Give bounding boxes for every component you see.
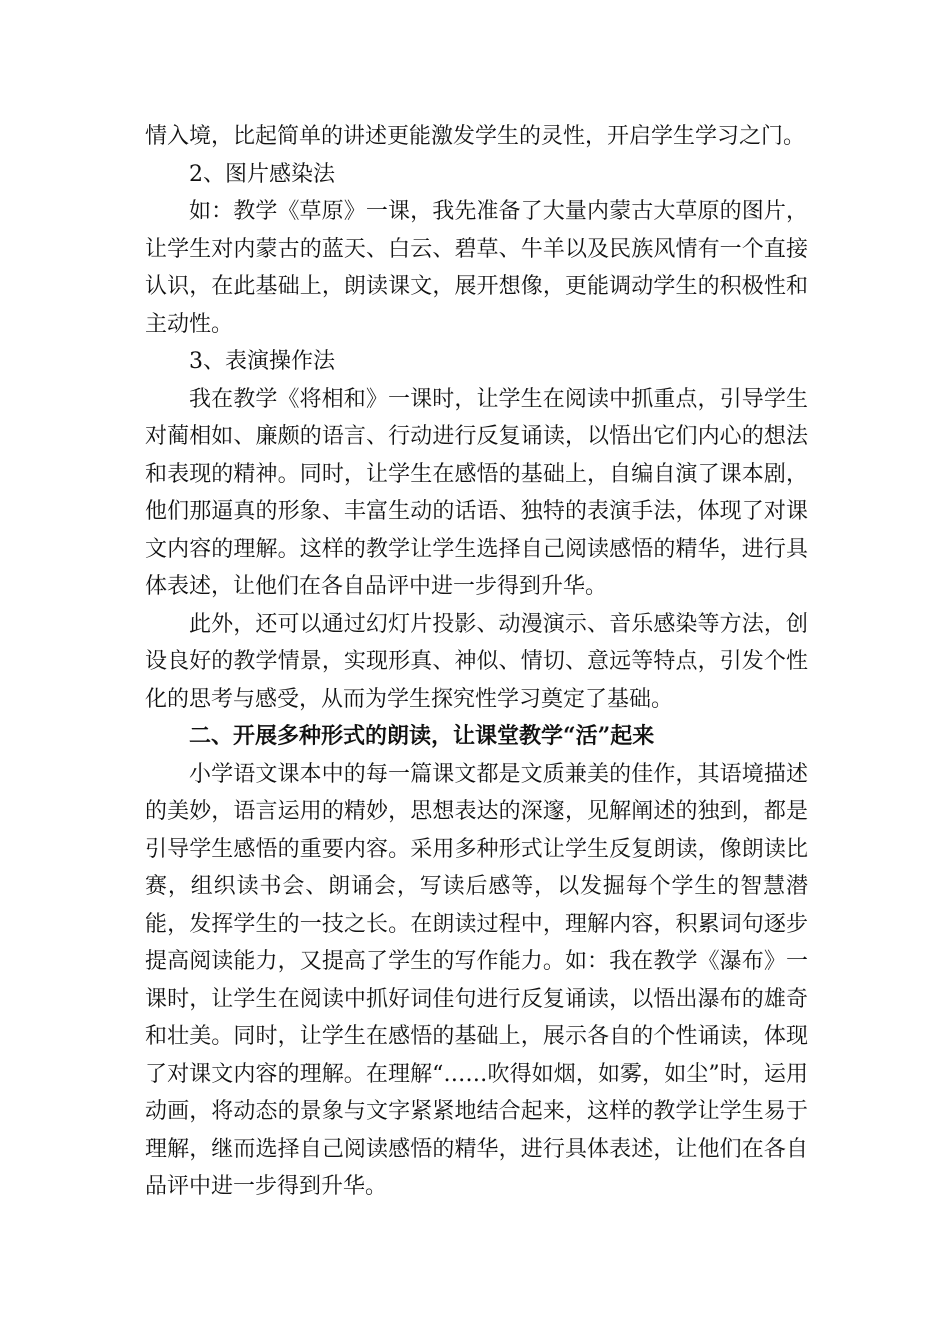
paragraph-reading-forms: 小学语文课本中的每一篇课文都是文质兼美的佳作，其语境描述的美妙，语言运用的精妙，思想表达的深邃，见解阐述的独到，都是引导学生感悟的重要内容。采用多种形式让学生反复朗读，像朗读比赛，组织读书会、朗诵会，写读后感等，以发掘每个学生的智慧潜能，发挥学生的一技之长。在朗读过程中，理解内容，积累词句逐步提高阅读能力，又提高了学生的写作能力。如：我在教学《瀑布》一课时，让学生在阅读中抓好词佳句进行反复诵读，以悟出瀑布的雄奇和壮美。同时，让学生在感悟的基础上，展示各自的个性诵读，体现了对课文内容的理解。在理解“……吹得如烟，如雾，如尘”时，运用动画，将动态的景象与文字紧紧地结合起来，这样的教学让学生易于理解，继而选择自己阅读感悟的精华，进行具体表述，让他们在各自品评中进一步得到升华。	[145, 761, 808, 1199]
section-heading-reading: 二、开展多种形式的朗读，让课堂教学“活”起来	[189, 723, 655, 749]
subheading-performance-method: 3、表演操作法	[189, 349, 335, 374]
subheading-picture-method: 2、图片感染法	[189, 161, 335, 187]
document-body	[145, 118, 808, 1206]
paragraph-other-methods: 此外，还可以通过幻灯片投影、动漫演示、音乐感染等方法，创设良好的教学情景，实现形真、神似、情切、意远等特点，引发个性化的思考与感受，从而为学生探究性学习奠定了基础。	[145, 611, 808, 712]
paragraph-jiangxianghe-example: 我在教学《将相和》一课时，让学生在阅读中抓重点，引导学生对蔺相如、廉颇的语言、行动进行反复诵读，以悟出它们内心的想法和表现的精神。同时，让学生在感悟的基础上，自编自演了课本剧，他们那逼真的形象、丰富生动的话语、独特的表演手法，体现了对课文内容的理解。这样的教学让学生选择自己阅读感悟的精华，进行具体表述，让他们在各自品评中进一步得到升华。	[145, 386, 808, 599]
paragraph-continuation: 情入境，比起简单的讲述更能激发学生的灵性，开启学生学习之门。	[145, 124, 806, 149]
paragraph-grassland-example: 如：教学《草原》一课，我先准备了大量内蒙古大草原的图片，让学生对内蒙古的蓝天、白云、碧草、牛羊以及民族风情有一个直接认识，在此基础上，朗读课文，展开想像，更能调动学生的积极性和主动性。	[145, 199, 808, 337]
